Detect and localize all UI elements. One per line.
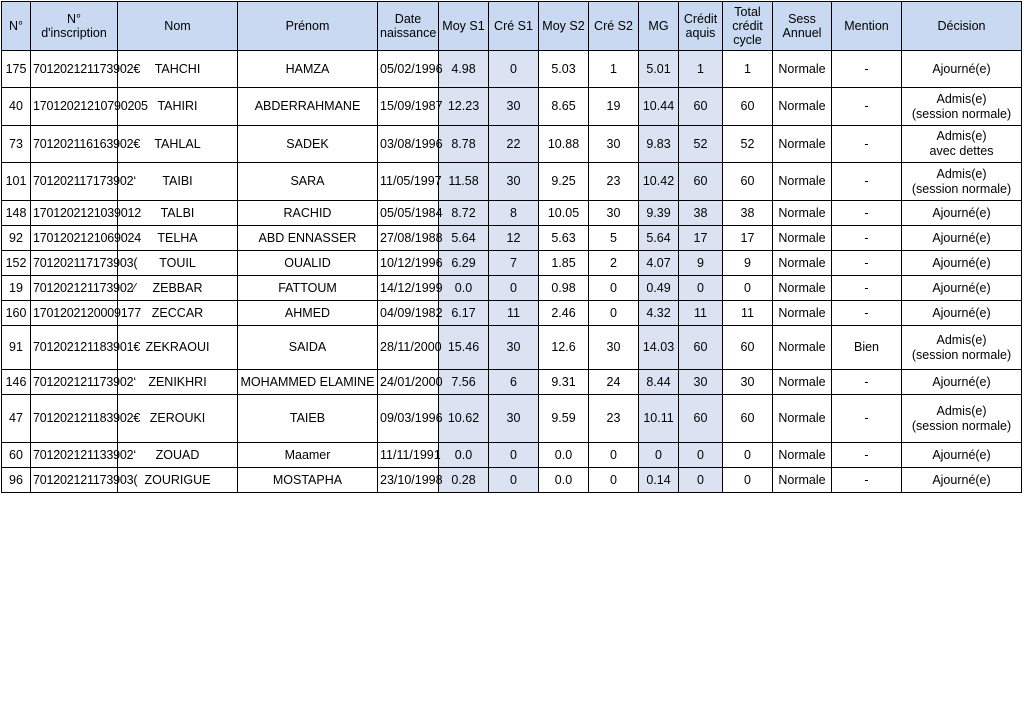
cell-sess: Normale — [773, 443, 832, 468]
table-row — [2, 163, 1022, 201]
table-row — [2, 51, 1022, 88]
cell-naissance: 05/05/1984 — [378, 201, 439, 226]
cell-sess: Normale — [773, 276, 832, 301]
cell-moy-s2: 12.6 — [539, 326, 589, 370]
cell-mg: 9.39 — [639, 201, 679, 226]
cell-nom: ZENIKHRI — [118, 370, 238, 395]
cell-mg: 5.64 — [639, 226, 679, 251]
cell-num: 96 — [2, 468, 31, 493]
cell-moy-s2: 10.88 — [539, 126, 589, 163]
decision-line-2: (session normale) — [911, 347, 1012, 362]
table-body — [2, 51, 1022, 493]
table-row — [2, 468, 1022, 493]
cell-moy-s1: 7.56 — [439, 370, 489, 395]
cell-credit-aquis: 0 — [679, 276, 723, 301]
cell-nom: ZECCAR — [118, 301, 238, 326]
cell-mg: 10.11 — [639, 395, 679, 443]
cell-num: 19 — [2, 276, 31, 301]
cell-sess: Normale — [773, 201, 832, 226]
cell-mention: - — [832, 163, 902, 201]
cell-cre-s1: 30 — [489, 395, 539, 443]
cell-nom: ZOURIGUE — [118, 468, 238, 493]
cell-inscription: 701202121173902⁄ — [31, 276, 118, 301]
cell-sess: Normale — [773, 395, 832, 443]
cell-decision — [902, 276, 1022, 301]
header-inscription: N° d'inscription — [31, 2, 118, 51]
cell-num: 101 — [2, 163, 31, 201]
cell-total-credit: 0 — [723, 443, 773, 468]
cell-mention: - — [832, 395, 902, 443]
cell-cre-s2: 30 — [589, 201, 639, 226]
cell-inscription: 701202121173902€ — [31, 51, 118, 88]
prenom-text: MOSTAPHA — [272, 472, 343, 487]
cell-mg: 4.32 — [639, 301, 679, 326]
cell-credit-aquis: 38 — [679, 201, 723, 226]
cell-moy-s2: 0.0 — [539, 443, 589, 468]
header-mention: Mention — [832, 2, 902, 51]
cell-credit-aquis: 60 — [679, 163, 723, 201]
cell-naissance: 27/08/1988 — [378, 226, 439, 251]
cell-num: 47 — [2, 395, 31, 443]
cell-inscription: 701202121183901€ — [31, 326, 118, 370]
cell-mg: 0 — [639, 443, 679, 468]
table-row — [2, 276, 1022, 301]
cell-credit-aquis: 0 — [679, 468, 723, 493]
cell-decision — [902, 370, 1022, 395]
cell-mention: - — [832, 468, 902, 493]
cell-moy-s1: 8.72 — [439, 201, 489, 226]
cell-moy-s2: 0.98 — [539, 276, 589, 301]
cell-credit-aquis: 11 — [679, 301, 723, 326]
decision-line-1: Admis(e) — [936, 91, 987, 106]
prenom-text: FATTOUM — [278, 280, 337, 295]
results-table — [1, 1, 1022, 493]
cell-prenom — [238, 301, 378, 326]
header-row — [2, 2, 1022, 51]
cell-total-credit: 30 — [723, 370, 773, 395]
cell-moy-s1: 0.0 — [439, 443, 489, 468]
cell-cre-s2: 19 — [589, 88, 639, 126]
cell-moy-s2: 10.05 — [539, 201, 589, 226]
prenom-text: Maamer — [284, 447, 331, 462]
cell-credit-aquis: 60 — [679, 395, 723, 443]
cell-sess: Normale — [773, 468, 832, 493]
cell-mg: 9.83 — [639, 126, 679, 163]
prenom-text: OUALID — [284, 255, 331, 270]
cell-inscription: 701202121173902‘ — [31, 370, 118, 395]
cell-credit-aquis: 17 — [679, 226, 723, 251]
prenom-text: SAIDA — [288, 340, 327, 354]
table-row — [2, 395, 1022, 443]
cell-sess: Normale — [773, 51, 832, 88]
cell-moy-s2: 5.03 — [539, 51, 589, 88]
cell-prenom — [238, 370, 378, 395]
table-row — [2, 301, 1022, 326]
cell-mg: 0.14 — [639, 468, 679, 493]
cell-sess: Normale — [773, 370, 832, 395]
cell-decision — [902, 163, 1022, 201]
cell-naissance: 10/12/1996 — [378, 251, 439, 276]
cell-decision — [902, 326, 1022, 370]
cell-prenom — [238, 395, 378, 443]
cell-cre-s2: 1 — [589, 51, 639, 88]
header-sess-annuel: Sess Annuel — [773, 2, 832, 51]
cell-moy-s1: 0.28 — [439, 468, 489, 493]
cell-mention: - — [832, 443, 902, 468]
header-prenom: Prénom — [238, 2, 378, 51]
cell-inscription: 17012021210790205 — [31, 88, 118, 126]
cell-cre-s2: 0 — [589, 468, 639, 493]
table-row — [2, 326, 1022, 370]
cell-prenom — [238, 468, 378, 493]
prenom-text: ABD ENNASSER — [258, 230, 357, 245]
table-row — [2, 201, 1022, 226]
cell-naissance: 11/05/1997 — [378, 163, 439, 201]
prenom-text: ABDERRAHMANE — [254, 99, 361, 113]
cell-mg: 0.49 — [639, 276, 679, 301]
cell-cre-s1: 6 — [489, 370, 539, 395]
decision-line-1: Ajourné(e) — [932, 374, 991, 389]
cell-sess: Normale — [773, 226, 832, 251]
cell-naissance: 04/09/1982 — [378, 301, 439, 326]
cell-nom: ZOUAD — [118, 443, 238, 468]
cell-mg: 5.01 — [639, 51, 679, 88]
cell-prenom — [238, 126, 378, 163]
cell-total-credit: 60 — [723, 163, 773, 201]
header-cre-s1: Cré S1 — [489, 2, 539, 51]
decision-line-1: Admis(e) — [936, 332, 987, 347]
cell-nom: TAHLAL — [118, 126, 238, 163]
cell-naissance: 03/08/1996 — [378, 126, 439, 163]
cell-mention: Bien — [832, 326, 902, 370]
cell-num: 160 — [2, 301, 31, 326]
prenom-text: AHMED — [284, 305, 331, 320]
cell-cre-s2: 5 — [589, 226, 639, 251]
table-row — [2, 370, 1022, 395]
cell-moy-s2: 9.25 — [539, 163, 589, 201]
decision-line-2: (session normale) — [911, 418, 1012, 433]
cell-prenom — [238, 276, 378, 301]
cell-cre-s1: 11 — [489, 301, 539, 326]
cell-moy-s1: 8.78 — [439, 126, 489, 163]
cell-mention: - — [832, 370, 902, 395]
cell-credit-aquis: 30 — [679, 370, 723, 395]
cell-inscription: 701202121133902‘ — [31, 443, 118, 468]
cell-cre-s1: 22 — [489, 126, 539, 163]
cell-mention: - — [832, 251, 902, 276]
cell-total-credit: 38 — [723, 201, 773, 226]
header-naissance: Date naissance — [378, 2, 439, 51]
table-row — [2, 443, 1022, 468]
cell-cre-s2: 0 — [589, 443, 639, 468]
cell-cre-s1: 0 — [489, 468, 539, 493]
decision-line-2: avec dettes — [929, 144, 994, 158]
cell-mention: - — [832, 201, 902, 226]
cell-moy-s1: 5.64 — [439, 226, 489, 251]
header-moy-s2: Moy S2 — [539, 2, 589, 51]
cell-mention: - — [832, 301, 902, 326]
cell-inscription: 701202117173903( — [31, 251, 118, 276]
cell-decision — [902, 395, 1022, 443]
cell-inscription: 1701202121069024 — [31, 226, 118, 251]
cell-moy-s1: 10.62 — [439, 395, 489, 443]
cell-mg: 8.44 — [639, 370, 679, 395]
cell-cre-s2: 24 — [589, 370, 639, 395]
cell-prenom — [238, 251, 378, 276]
cell-moy-s1: 6.17 — [439, 301, 489, 326]
cell-mg: 14.03 — [639, 326, 679, 370]
cell-moy-s1: 6.29 — [439, 251, 489, 276]
cell-num: 40 — [2, 88, 31, 126]
cell-cre-s1: 30 — [489, 163, 539, 201]
cell-cre-s1: 30 — [489, 326, 539, 370]
cell-mention: - — [832, 51, 902, 88]
cell-mention: - — [832, 276, 902, 301]
cell-total-credit: 9 — [723, 251, 773, 276]
table-row — [2, 226, 1022, 251]
cell-sess: Normale — [773, 88, 832, 126]
cell-moy-s2: 9.31 — [539, 370, 589, 395]
cell-decision — [902, 88, 1022, 126]
cell-moy-s2: 2.46 — [539, 301, 589, 326]
decision-line-1: Ajourné(e) — [932, 280, 991, 295]
cell-mg: 4.07 — [639, 251, 679, 276]
decision-line-1: Ajourné(e) — [932, 205, 991, 220]
cell-sess: Normale — [773, 251, 832, 276]
decision-line-2: (session normale) — [911, 106, 1012, 121]
cell-inscription: 701202121183902€ — [31, 395, 118, 443]
cell-cre-s2: 23 — [589, 395, 639, 443]
cell-nom: TAIBI — [118, 163, 238, 201]
cell-decision — [902, 251, 1022, 276]
cell-moy-s2: 0.0 — [539, 468, 589, 493]
cell-total-credit: 60 — [723, 88, 773, 126]
cell-sess: Normale — [773, 163, 832, 201]
cell-cre-s2: 23 — [589, 163, 639, 201]
cell-moy-s1: 15.46 — [439, 326, 489, 370]
decision-line-1: Ajourné(e) — [932, 255, 991, 270]
cell-mention: - — [832, 88, 902, 126]
cell-naissance: 28/11/2000 — [378, 326, 439, 370]
prenom-text: RACHID — [283, 205, 332, 220]
cell-prenom — [238, 163, 378, 201]
cell-cre-s1: 0 — [489, 443, 539, 468]
prenom-text: SARA — [290, 174, 325, 188]
cell-cre-s1: 0 — [489, 276, 539, 301]
cell-cre-s2: 0 — [589, 276, 639, 301]
header-nom: Nom — [118, 2, 238, 51]
cell-moy-s2: 9.59 — [539, 395, 589, 443]
cell-inscription: 701202121173903( — [31, 468, 118, 493]
cell-nom: ZEKRAOUI — [118, 326, 238, 370]
cell-sess: Normale — [773, 126, 832, 163]
cell-decision — [902, 301, 1022, 326]
cell-cre-s1: 12 — [489, 226, 539, 251]
cell-mg: 10.44 — [639, 88, 679, 126]
cell-naissance: 09/03/1996 — [378, 395, 439, 443]
cell-num: 148 — [2, 201, 31, 226]
decision-line-1: Ajourné(e) — [932, 61, 991, 76]
cell-moy-s1: 4.98 — [439, 51, 489, 88]
cell-prenom — [238, 443, 378, 468]
cell-decision — [902, 51, 1022, 88]
cell-decision — [902, 126, 1022, 163]
cell-naissance: 05/02/1996 — [378, 51, 439, 88]
cell-mg: 10.42 — [639, 163, 679, 201]
cell-naissance: 23/10/1998 — [378, 468, 439, 493]
cell-cre-s2: 0 — [589, 301, 639, 326]
cell-moy-s1: 0.0 — [439, 276, 489, 301]
cell-naissance: 11/11/1991 — [378, 443, 439, 468]
cell-mention: - — [832, 126, 902, 163]
cell-credit-aquis: 60 — [679, 88, 723, 126]
table-row — [2, 88, 1022, 126]
decision-line-1: Ajourné(e) — [932, 447, 991, 462]
header-mg: MG — [639, 2, 679, 51]
cell-credit-aquis: 9 — [679, 251, 723, 276]
cell-prenom — [238, 88, 378, 126]
cell-cre-s1: 8 — [489, 201, 539, 226]
cell-nom: TELHA — [118, 226, 238, 251]
cell-total-credit: 1 — [723, 51, 773, 88]
prenom-text: MOHAMMED ELAMINE — [240, 374, 375, 389]
cell-total-credit: 0 — [723, 468, 773, 493]
cell-naissance: 15/09/1987 — [378, 88, 439, 126]
header-num: N° — [2, 2, 31, 51]
cell-cre-s2: 30 — [589, 326, 639, 370]
decision-line-1: Admis(e) — [936, 129, 987, 143]
cell-moy-s2: 1.85 — [539, 251, 589, 276]
cell-cre-s1: 7 — [489, 251, 539, 276]
header-cre-s2: Cré S2 — [589, 2, 639, 51]
cell-moy-s1: 11.58 — [439, 163, 489, 201]
decision-line-1: Ajourné(e) — [932, 230, 991, 245]
cell-cre-s1: 30 — [489, 88, 539, 126]
cell-nom: TAHCHI — [118, 51, 238, 88]
cell-num: 73 — [2, 126, 31, 163]
cell-prenom — [238, 201, 378, 226]
cell-sess: Normale — [773, 301, 832, 326]
cell-total-credit: 60 — [723, 326, 773, 370]
cell-mention: - — [832, 226, 902, 251]
cell-cre-s2: 30 — [589, 126, 639, 163]
cell-inscription: 1701202120009177 — [31, 301, 118, 326]
cell-num: 175 — [2, 51, 31, 88]
cell-nom: TALBI — [118, 201, 238, 226]
prenom-text: SADEK — [286, 136, 329, 151]
cell-num: 60 — [2, 443, 31, 468]
cell-nom: ZEROUKI — [118, 395, 238, 443]
cell-decision — [902, 201, 1022, 226]
cell-cre-s2: 2 — [589, 251, 639, 276]
cell-num: 92 — [2, 226, 31, 251]
cell-prenom — [238, 51, 378, 88]
cell-moy-s2: 5.63 — [539, 226, 589, 251]
cell-num: 152 — [2, 251, 31, 276]
cell-inscription: 701202117173902‘ — [31, 163, 118, 201]
cell-prenom — [238, 226, 378, 251]
cell-naissance: 14/12/1999 — [378, 276, 439, 301]
cell-prenom — [238, 326, 378, 370]
header-moy-s1: Moy S1 — [439, 2, 489, 51]
header-decision: Décision — [902, 2, 1022, 51]
cell-decision — [902, 226, 1022, 251]
decision-line-1: Ajourné(e) — [932, 472, 991, 487]
cell-cre-s1: 0 — [489, 51, 539, 88]
cell-nom: ZEBBAR — [118, 276, 238, 301]
cell-moy-s1: 12.23 — [439, 88, 489, 126]
decision-line-1: Ajourné(e) — [932, 305, 991, 320]
decision-line-2: (session normale) — [911, 181, 1012, 196]
cell-inscription: 701202116163902€ — [31, 126, 118, 163]
header-credit-aquis: Crédit aquis — [679, 2, 723, 51]
cell-decision — [902, 468, 1022, 493]
prenom-text: HAMZA — [285, 61, 330, 76]
cell-moy-s2: 8.65 — [539, 88, 589, 126]
table-row — [2, 126, 1022, 163]
prenom-text: TAIEB — [289, 411, 326, 425]
cell-credit-aquis: 0 — [679, 443, 723, 468]
cell-inscription: 1701202121039012 — [31, 201, 118, 226]
cell-total-credit: 11 — [723, 301, 773, 326]
decision-line-1: Admis(e) — [936, 166, 987, 181]
cell-credit-aquis: 60 — [679, 326, 723, 370]
cell-total-credit: 52 — [723, 126, 773, 163]
cell-credit-aquis: 1 — [679, 51, 723, 88]
cell-decision — [902, 443, 1022, 468]
cell-credit-aquis: 52 — [679, 126, 723, 163]
cell-num: 91 — [2, 326, 31, 370]
cell-nom: TOUIL — [118, 251, 238, 276]
decision-line-1: Admis(e) — [936, 403, 987, 418]
cell-total-credit: 17 — [723, 226, 773, 251]
cell-total-credit: 60 — [723, 395, 773, 443]
table-row — [2, 251, 1022, 276]
header-total-credit-cycle: Total crédit cycle — [723, 2, 773, 51]
cell-sess: Normale — [773, 326, 832, 370]
cell-num: 146 — [2, 370, 31, 395]
cell-nom: TAHIRI — [118, 88, 238, 126]
cell-naissance: 24/01/2000 — [378, 370, 439, 395]
cell-total-credit: 0 — [723, 276, 773, 301]
